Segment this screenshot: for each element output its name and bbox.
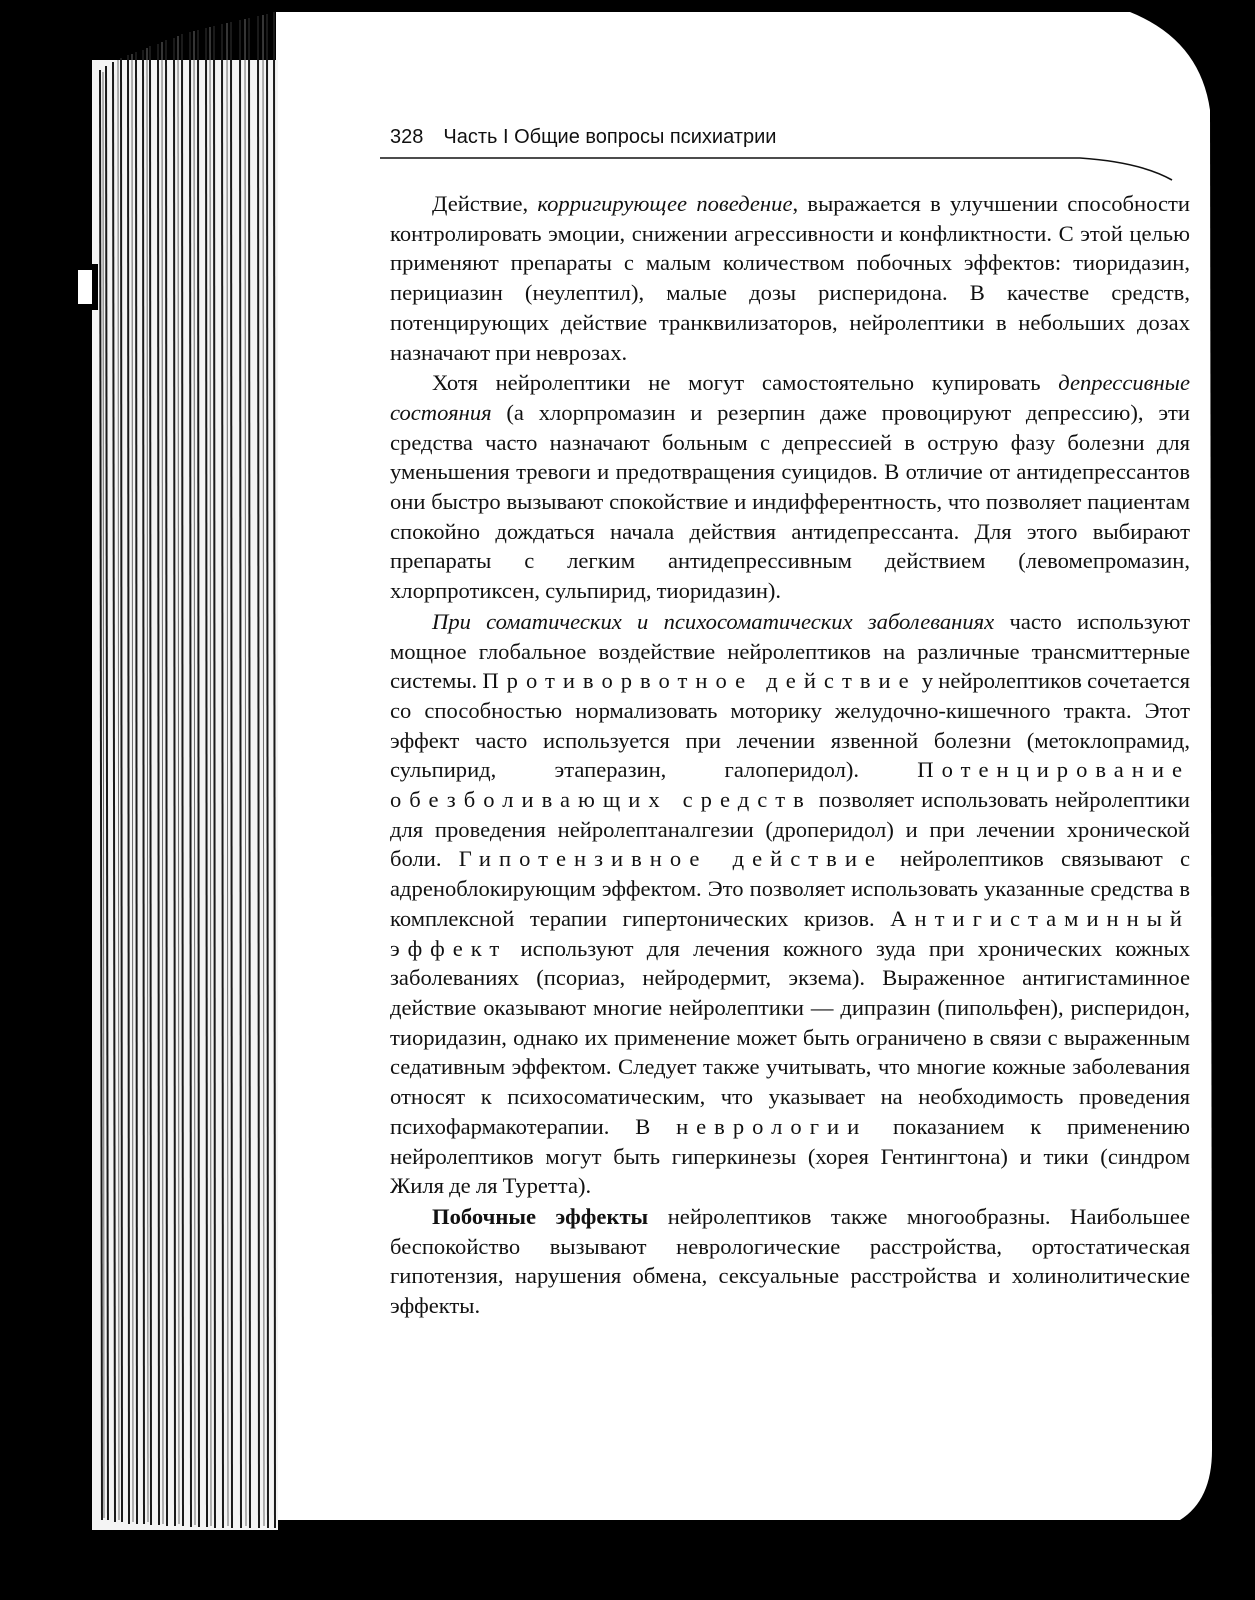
book-page <box>390 125 1190 1321</box>
text-span: , выражается в улучшении способности контролировать эмоции, снижении агрессивности и конфликтности. С этой целью применяют препараты с малым количеством побочных эффектов: тиоридазин, перициазин (неулептил), малые дозы рисперидона. В качестве средств, потенцирующих действие транквилизаторов, нейролептики в небольших дозах назначают при неврозах. <box>390 191 1190 365</box>
section-title: Часть I Общие вопросы психиатрии <box>443 126 777 148</box>
running-head <box>390 125 1190 151</box>
paragraph-4 <box>390 1202 1190 1321</box>
italic-term: депрессивные состояния <box>390 370 1190 425</box>
paragraph-3 <box>390 607 1190 1201</box>
italic-term: При соматических и психосоматических заболеваниях <box>432 608 995 634</box>
text-span: Действие, <box>432 191 538 216</box>
text-span: позволяет использовать нейролептики для проведения нейролептаналгезии (дроперидол) и при лечении хронической боли. <box>390 787 1190 872</box>
paragraph-1 <box>390 189 1190 367</box>
body-text <box>390 189 1190 1321</box>
text-span: часто используют мощное глобальное воздействие нейролептиков на различные трансмиттерные системы. <box>390 608 1190 694</box>
text-span: у нейролептиков сочетается со способностью нормализовать моторику желудочно-кишечного тракта. Этот эффект часто используется при лечении язвенной болезни (метоклопрамид, сульпирид, этаперазин, галоперидол). <box>390 668 1191 783</box>
italic-term: корригирующее поведение <box>537 191 793 216</box>
text-span: нейролептиков также многообразны. Наибольшее беспокойство вызывают неврологические расстройства, ортостатическая гипотензия, нарушения обмена, сексуальные расстройства и холинолитические эффекты. <box>390 1203 1190 1319</box>
paragraph-2 <box>390 368 1190 606</box>
page-number: 328 <box>390 126 424 148</box>
spaced-term: Противорвотное действие <box>482 668 917 694</box>
spaced-term: Гипотензивное действие <box>458 846 883 872</box>
spaced-term: Антигистаминный эффект <box>390 905 1190 961</box>
text-span: используют для лечения кожного зуда при хронических кожных заболеваниях (псориаз, нейродермит, экзема). Выраженное антигистаминное действие оказывают многие нейролептики — дипразин (пипольфен), рисперидон, тиоридазин, однако их применение может быть ограничено в связи с выраженным седативным эффектом. Следует также учитывать, что многие кожные заболевания относят к психосоматическим, что указывает на необходимость проведения психофармакотерапии. В <box>390 935 1190 1139</box>
text-span: Хотя нейролептики не могут самостоятельно купировать <box>432 370 1059 396</box>
text-span: нейролептиков связывают с адреноблокирующим эффектом. Это позволяет использовать указанные средства в комплексной терапии гипертонических кризов. <box>390 846 1190 931</box>
text-span: (а хлорпромазин и резерпин даже провоцируют депрессию), эти средства часто назначают больным с депрессией в острую фазу болезни для уменьшения тревоги и предотвращения суицидов. В отличие от антидепрессантов они быстро вызывают спокойствие и индифферентность, что позволяет пациентам спокойно дождаться начала действия антидепрессанта. Для этого выбирают препараты с легким антидепрессивным действием (левомепромазин, хлорпротиксен, сульпирид, тиоридазин). <box>390 399 1190 604</box>
spaced-term: Потенцирование обезболивающих средств <box>390 757 1190 813</box>
text-span: показанием к применению нейролептиков могут быть гиперкинезы (хорея Гентингтона) и тики (синдром Жиля де ля Туретта). <box>390 1113 1190 1199</box>
bold-term: Побочные эффекты <box>432 1203 649 1229</box>
spaced-term: неврологии <box>676 1113 868 1139</box>
